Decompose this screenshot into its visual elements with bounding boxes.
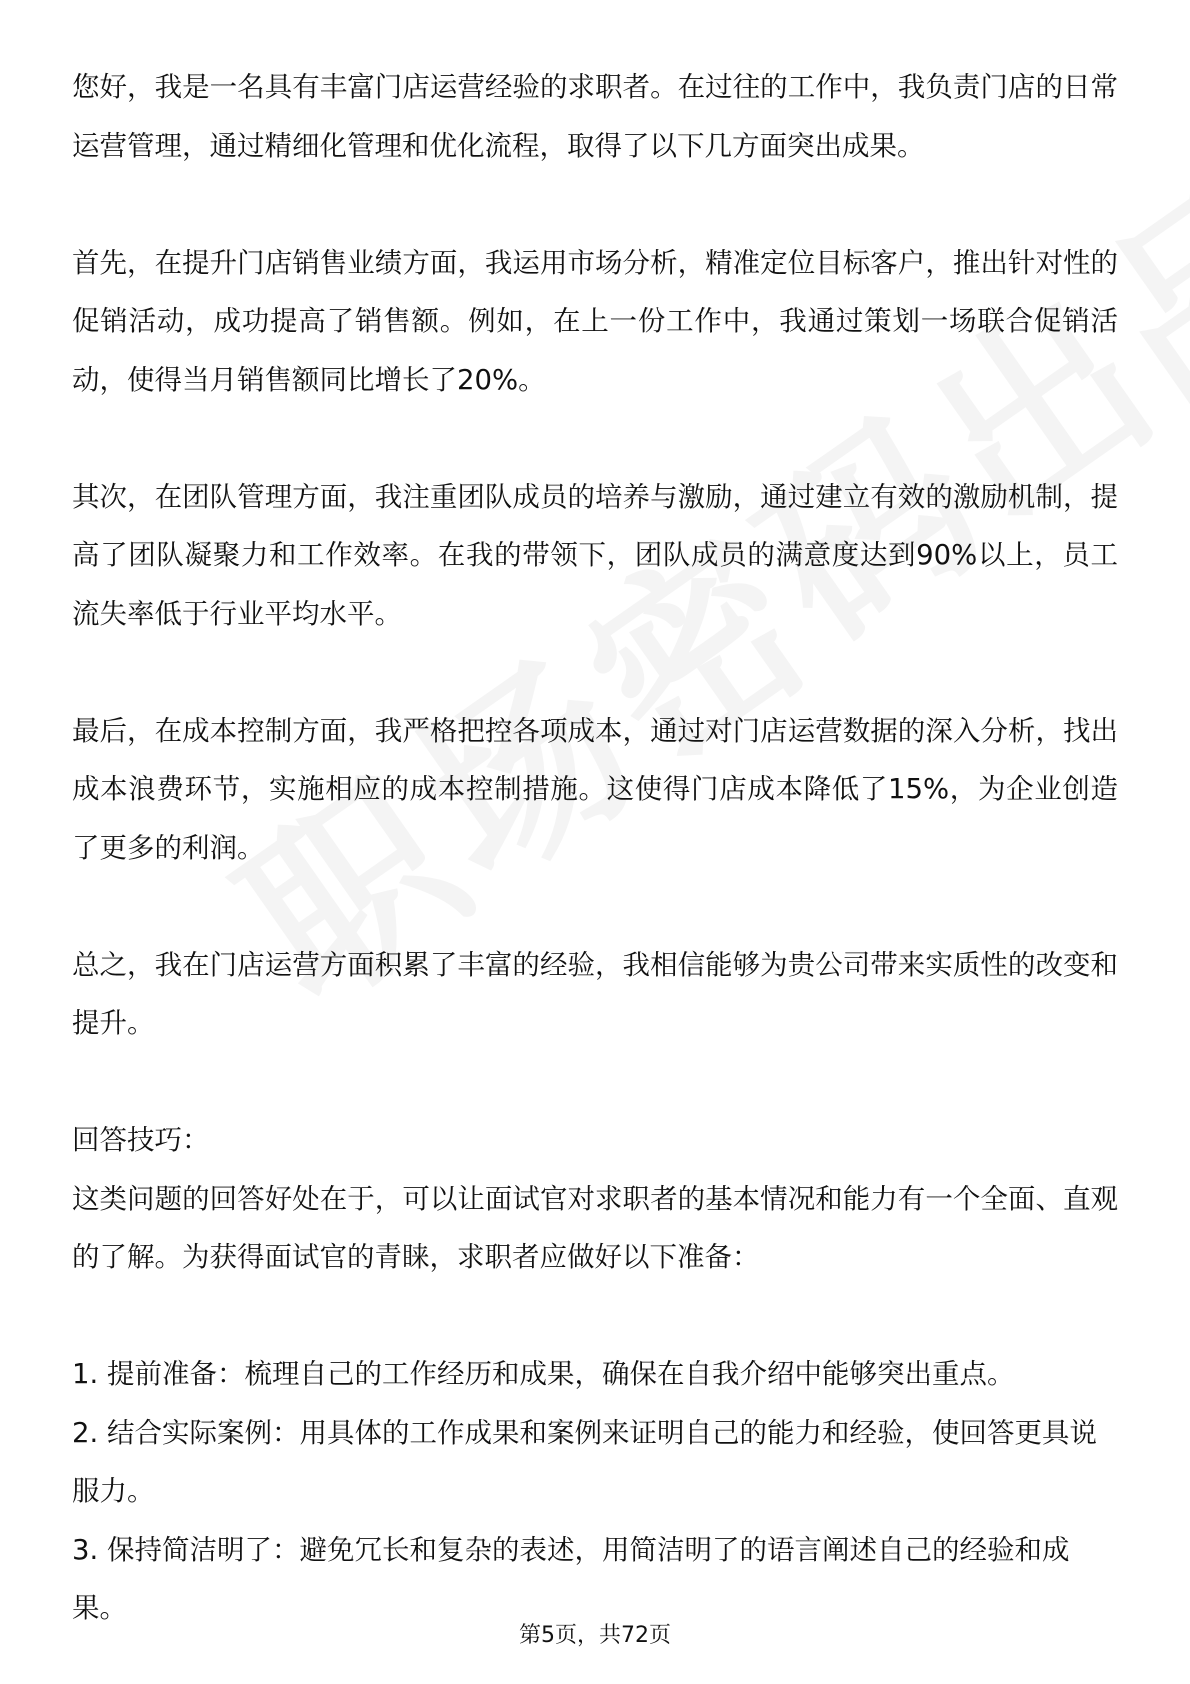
tips-list-item: 3. 保持简洁明了：避免冗长和复杂的表述，用简洁明了的语言阐述自己的经验和成果。 [72, 1533, 1070, 1624]
tips-intro: 这类问题的回答好处在于，可以让面试官对求职者的基本情况和能力有一个全面、直观的了解。为获得面试官的青睐，求职者应做好以下准备： [72, 1182, 1118, 1273]
tips-heading: 回答技巧： [72, 1124, 210, 1156]
paragraph-intro: 您好，我是一名具有丰富门店运营经验的求职者。在过往的工作中，我负责门店的日常运营管理，通过精细化管理和优化流程，取得了以下几方面突出成果。 [72, 71, 1118, 162]
tips-list-item: 1. 提前准备：梳理自己的工作经历和成果，确保在自我介绍中能够突出重点。 [72, 1358, 1015, 1390]
paragraph-team: 其次，在团队管理方面，我注重团队成员的培养与激励，通过建立有效的激励机制，提高了团队凝聚力和工作效率。在我的带领下，团队成员的满意度达到90%以上，员工流失率低于行业平均水平。 [72, 480, 1118, 630]
document-body [72, 58, 1118, 1638]
page-number: 第5页，共72页 [519, 1623, 671, 1648]
tips-list-item: 2. 结合实际案例：用具体的工作成果和案例来证明自己的能力和经验，使回答更具说服力。 [72, 1416, 1097, 1507]
paragraph-cost: 最后，在成本控制方面，我严格把控各项成本，通过对门店运营数据的深入分析，找出成本浪费环节，实施相应的成本控制措施。这使得门店成本降低了15%，为企业创造了更多的利润。 [72, 714, 1118, 864]
paragraph-sales: 首先，在提升门店销售业绩方面，我运用市场分析，精准定位目标客户，推出针对性的促销活动，成功提高了销售额。例如，在上一份工作中，我通过策划一场联合促销活动，使得当月销售额同比增长了20%。 [72, 246, 1118, 396]
tips-list [72, 1345, 1118, 1638]
paragraph-summary: 总之，我在门店运营方面积累了丰富的经验，我相信能够为贵公司带来实质性的改变和提升。 [72, 948, 1118, 1039]
